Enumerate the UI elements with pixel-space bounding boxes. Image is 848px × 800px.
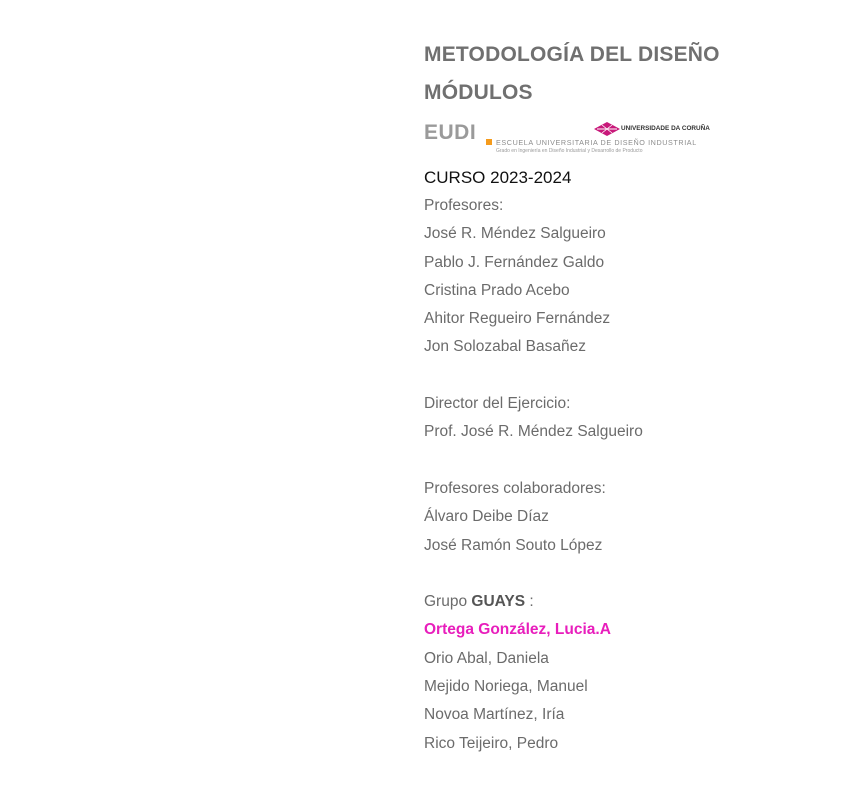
collaborator-name: José Ramón Souto López [424, 536, 603, 554]
cover-text-column [424, 36, 724, 758]
group-prefix: Grupo [424, 593, 468, 611]
professor-name: Jon Solozabal Basañez [424, 338, 587, 356]
group-member: Orio Abal, Daniela [424, 649, 549, 667]
eudi-degree-name: Grado en Ingeniería en Diseño Industrial y Desarrollo de Producto [496, 148, 643, 154]
collaborators-label: Profesores colaboradores: [424, 479, 606, 497]
group-name: GUAYS [471, 593, 526, 611]
university-name: UNIVERSIDADE DA CORUÑA [621, 125, 710, 132]
course-year: CURSO 2023-2024 [424, 168, 572, 187]
eudi-logo-mark: EUDI [424, 121, 477, 144]
professor-name: Ahitor Regueiro Fernández [424, 310, 611, 328]
group-member: Mejido Noriega, Manuel [424, 678, 588, 696]
logo-row [424, 120, 710, 158]
spacer [424, 362, 724, 390]
highlighted-group-member: Ortega González, Lucia.A [424, 621, 611, 639]
director-name: Prof. José R. Méndez Salgueiro [424, 423, 643, 441]
group-member: Novoa Martínez, Iría [424, 706, 565, 724]
group-suffix: : [529, 593, 534, 611]
spacer [424, 560, 724, 588]
professor-name: Pablo J. Fernández Galdo [424, 253, 605, 271]
title-line-2: MÓDULOS [424, 81, 533, 104]
group-heading [424, 588, 724, 616]
professors-label: Profesores: [424, 197, 504, 214]
eudi-school-name: ESCUELA UNIVERSITARIA DE DISEÑO INDUSTRIAL [496, 138, 697, 147]
collaborator-name: Álvaro Deibe Díaz [424, 508, 549, 526]
group-member: Rico Teijeiro, Pedro [424, 734, 559, 752]
udc-emblem-icon [594, 122, 620, 136]
eudi-orange-square [486, 139, 492, 145]
director-label: Director del Ejercicio: [424, 395, 571, 413]
title-line-1: METODOLOGÍA DEL DISEÑO [424, 43, 720, 66]
professor-name: José R. Méndez Salgueiro [424, 225, 606, 243]
spacer [424, 447, 724, 475]
professor-name: Cristina Prado Acebo [424, 281, 570, 299]
